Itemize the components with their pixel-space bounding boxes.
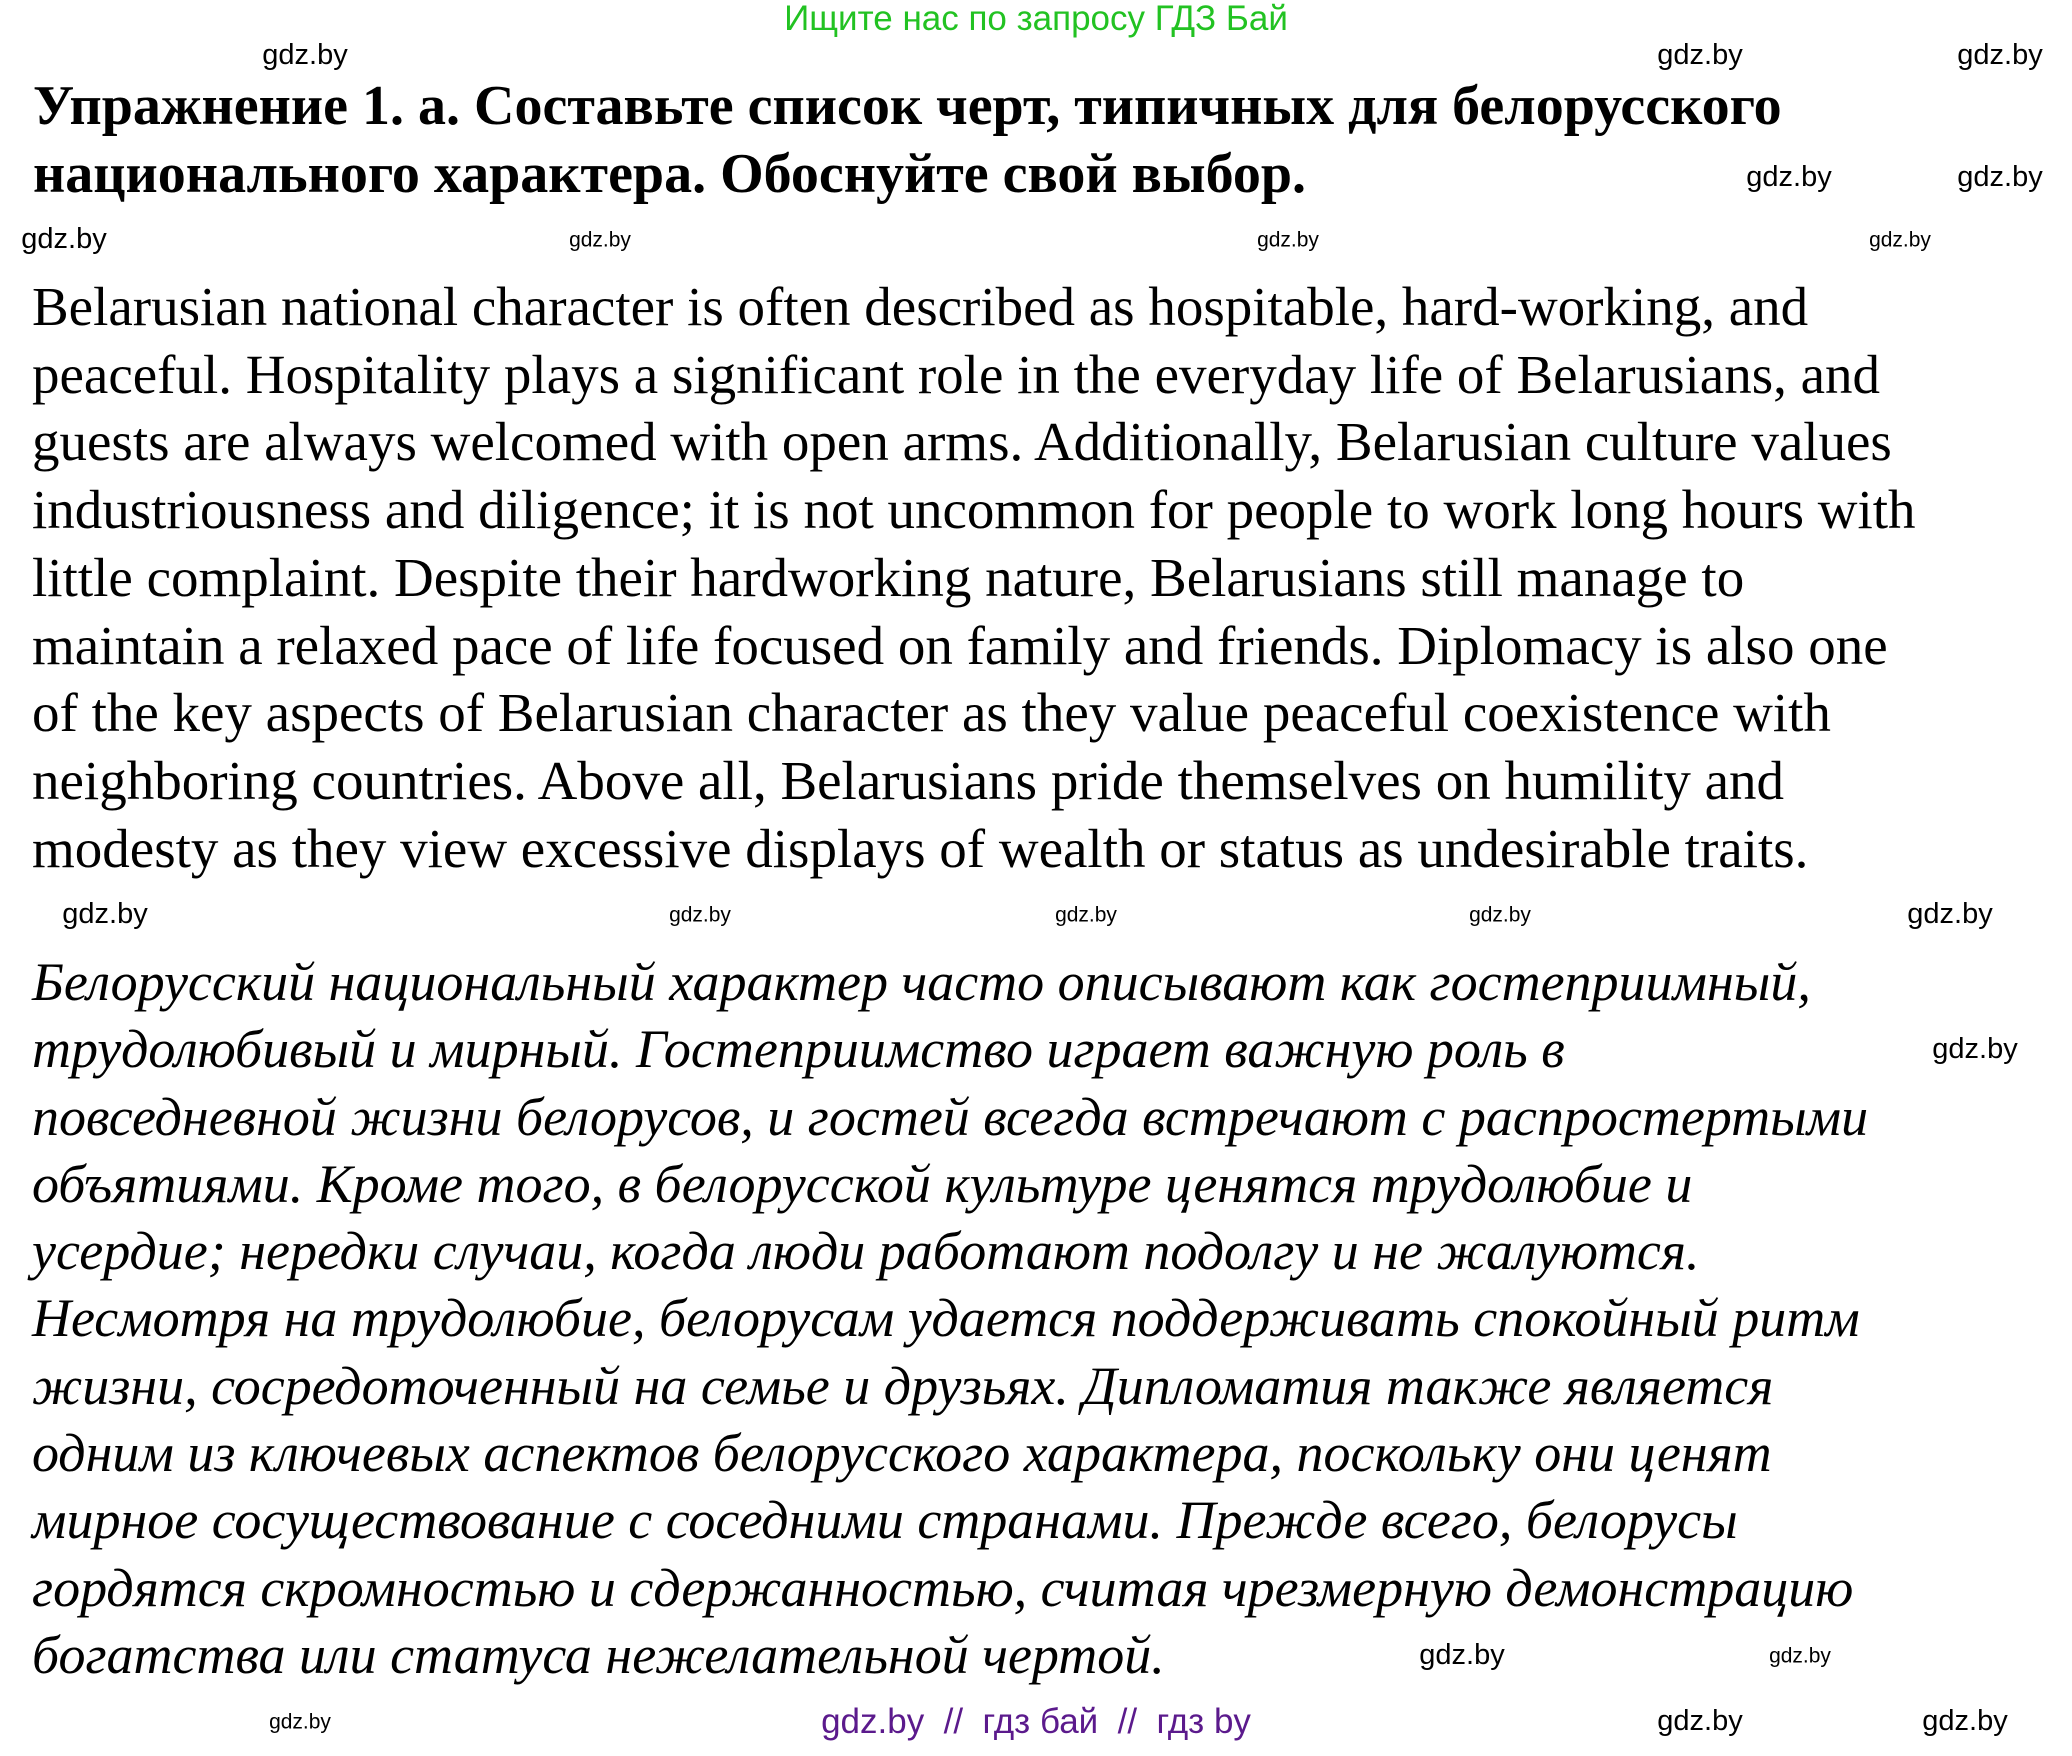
exercise-heading — [33, 72, 1782, 208]
text-line: neighboring countries. Above all, Belarusians pride themselves on humility and — [32, 749, 1785, 811]
text-line: modesty as they view excessive displays of wealth or status as undesirable traits. — [32, 817, 1809, 879]
text-line: повседневной жизни белорусов, и гостей всегда встречают с распростертыми — [32, 1086, 1869, 1147]
watermark: gdz.by — [1657, 1705, 1743, 1738]
watermark: gdz.by — [1932, 1033, 2018, 1066]
watermark: gdz.by — [1907, 898, 1993, 931]
watermark: gdz.by — [269, 1710, 331, 1734]
watermark: gdz.by — [1257, 228, 1319, 252]
watermark: gdz.by — [1055, 903, 1117, 927]
text-line: of the key aspects of Belarusian character as they value peaceful coexistence with — [32, 682, 1831, 744]
watermark: gdz.by — [1957, 161, 2043, 194]
watermark: gdz.by — [1419, 1639, 1505, 1672]
text-line: Belarusian national character is often described as hospitable, hard-working, and — [32, 276, 1809, 337]
watermark: gdz.by — [262, 39, 348, 72]
text-line: трудолюбивый и мирный. Гостеприимство играет важную роль в — [32, 1019, 1565, 1080]
text-line: peaceful. Hospitality plays a significant role in the everyday life of Belarusians, and — [32, 343, 1881, 405]
text-line: богатства или статуса нежелательной чертой. — [32, 1624, 1165, 1685]
text-line: жизни, сосредоточенный на семье и друзьях. Дипломатия также является — [32, 1355, 1774, 1416]
text-line: industriousness and diligence; it is not uncommon for people to work long hours with — [32, 479, 1916, 541]
text-line: guests are always welcomed with open arms. Additionally, Belarusian culture values — [32, 411, 1892, 473]
search-hint-banner: Ищите нас по запросу ГДЗ Бай — [784, 0, 1288, 38]
watermark: gdz.by — [21, 223, 107, 256]
text-line: little complaint. Despite their hardworking nature, Belarusians still manage to — [32, 546, 1745, 608]
watermark: gdz.by — [1957, 39, 2043, 72]
text-line: гордятся скромностью и сдержанностью, считая чрезмерную демонстрацию — [32, 1557, 1854, 1618]
watermark: gdz.by — [669, 903, 731, 927]
footer-text[interactable]: gdz.by // гдз бай // гдз by — [821, 1702, 1251, 1741]
watermark: gdz.by — [62, 898, 148, 931]
watermark: gdz.by — [569, 228, 631, 252]
watermark: gdz.by — [1922, 1705, 2008, 1738]
russian-translation — [32, 949, 1868, 1689]
text-line: объятиями. Кроме того, в белорусской культуре ценятся трудолюбие и — [32, 1153, 1693, 1214]
watermark: gdz.by — [1657, 39, 1743, 72]
text-line: мирное сосуществование с соседними странами. Прежде всего, белорусы — [32, 1490, 1738, 1551]
watermark: gdz.by — [1746, 161, 1832, 194]
watermark: gdz.by — [1769, 1644, 1831, 1668]
heading-line: национального характера. Обоснуйте свой выбор. — [33, 143, 1306, 205]
watermark: gdz.by — [1869, 228, 1931, 252]
text-line: maintain a relaxed pace of life focused on family and friends. Diplomacy is also one — [32, 614, 1888, 676]
heading-line: Упражнение 1. а. Составьте список черт, типичных для белорусского — [33, 75, 1782, 137]
text-line: Белорусский национальный характер часто описывают как гостеприимный, — [32, 952, 1811, 1012]
text-line: Несмотря на трудолюбие, белорусам удается поддерживать спокойный ритм — [32, 1288, 1860, 1349]
text-line: одним из ключевых аспектов белорусского характера, поскольку они ценят — [32, 1423, 1772, 1484]
watermark: gdz.by — [1469, 903, 1531, 927]
footer-links[interactable] — [0, 1702, 2072, 1742]
text-line: усердие; нередки случаи, когда люди работают подолгу и не жалуются. — [32, 1221, 1700, 1282]
english-answer — [32, 273, 1916, 882]
